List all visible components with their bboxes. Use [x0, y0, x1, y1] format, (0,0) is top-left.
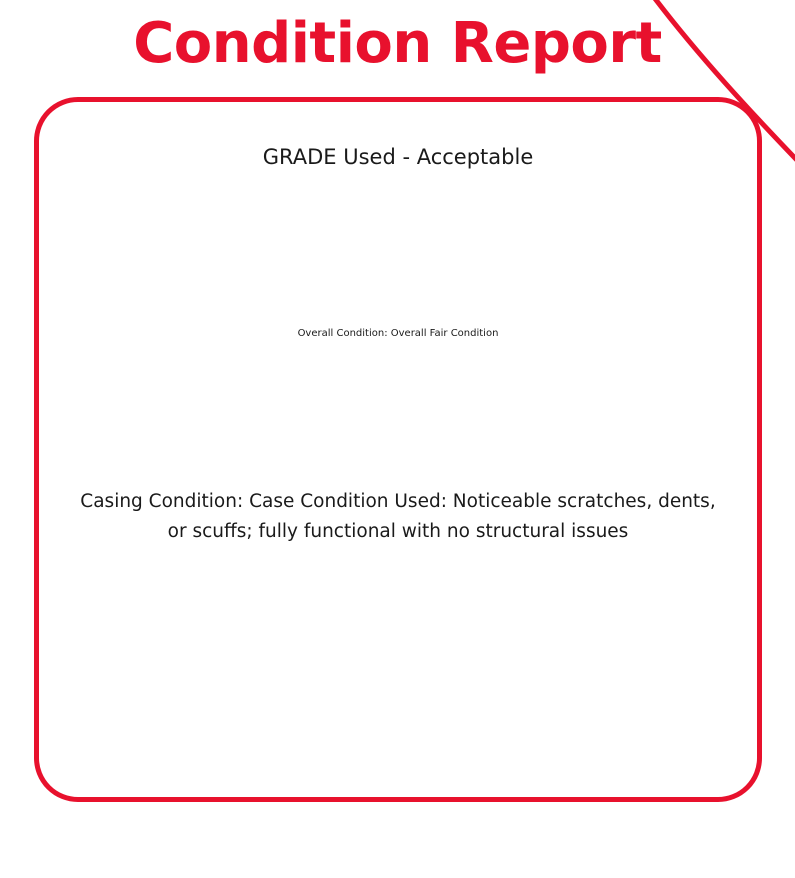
overall-condition-line: Overall Condition: Overall Fair Condition — [297, 328, 499, 339]
rounded-red-border — [34, 97, 762, 802]
page-title: Condition Report — [133, 11, 662, 76]
grade-line: GRADE Used - Acceptable — [262, 145, 534, 169]
casing-condition-line: Casing Condition: Case Condition Used: Noticeable scratches, dents, or scuffs; fully functional with no structural issues — [80, 491, 716, 542]
